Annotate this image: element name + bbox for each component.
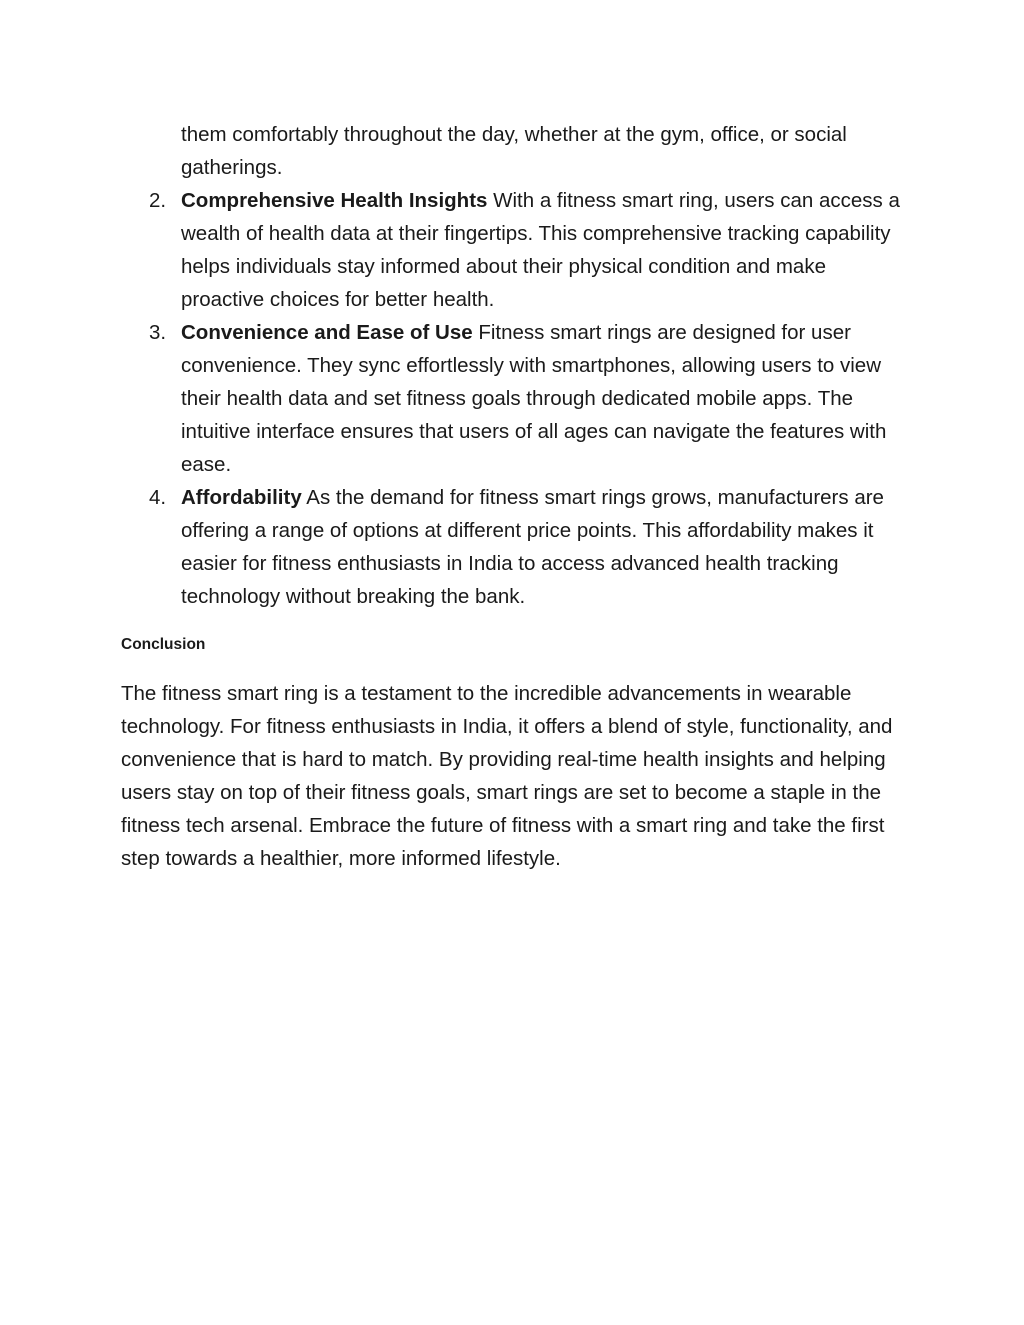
- list-item-number: 3.: [149, 321, 167, 344]
- list-item: [0, 316, 911, 481]
- list-item: [0, 481, 911, 613]
- list-item-text: With a fitness smart ring, users can access a wealth of health data at their fingertips. This comprehensive tracking capability helps individuals stay informed about their physical condition and make proactive choices for better health.: [181, 189, 900, 311]
- list-item-title: Comprehensive Health Insights: [181, 189, 488, 212]
- list-item-number: 4.: [149, 486, 167, 509]
- benefits-list: [0, 184, 1024, 613]
- list-item: [0, 184, 911, 316]
- list-item-1-continuation: them comfortably throughout the day, whether at the gym, office, or social gatherings.: [181, 123, 847, 179]
- list-item-title: Affordability: [181, 486, 302, 509]
- list-item-title: Convenience and Ease of Use: [181, 321, 473, 344]
- list-item-number: 2.: [149, 189, 167, 212]
- list-item-text: As the demand for fitness smart rings grows, manufacturers are offering a range of options at different price points. This affordability makes it easier for fitness enthusiasts in India to access advanced health tracking technology without breaking the bank.: [181, 486, 884, 608]
- list-item-text: Fitness smart rings are designed for user convenience. They sync effortlessly with smartphones, allowing users to view their health data and set fitness goals through dedicated mobile apps. The intuitive interface ensures that users of all ages can navigate the features with ease.: [181, 321, 887, 476]
- conclusion-paragraph: The fitness smart ring is a testament to the incredible advancements in wearable technology. For fitness enthusiasts in India, it offers a blend of style, functionality, and convenience that is hard to match. By providing real-time health insights and helping users stay on top of their fitness goals, smart rings are set to become a staple in the fitness tech arsenal. Embrace the future of fitness with a smart ring and take the first step towards a healthier, more informed lifestyle.: [121, 682, 893, 870]
- conclusion-heading: Conclusion: [121, 636, 206, 653]
